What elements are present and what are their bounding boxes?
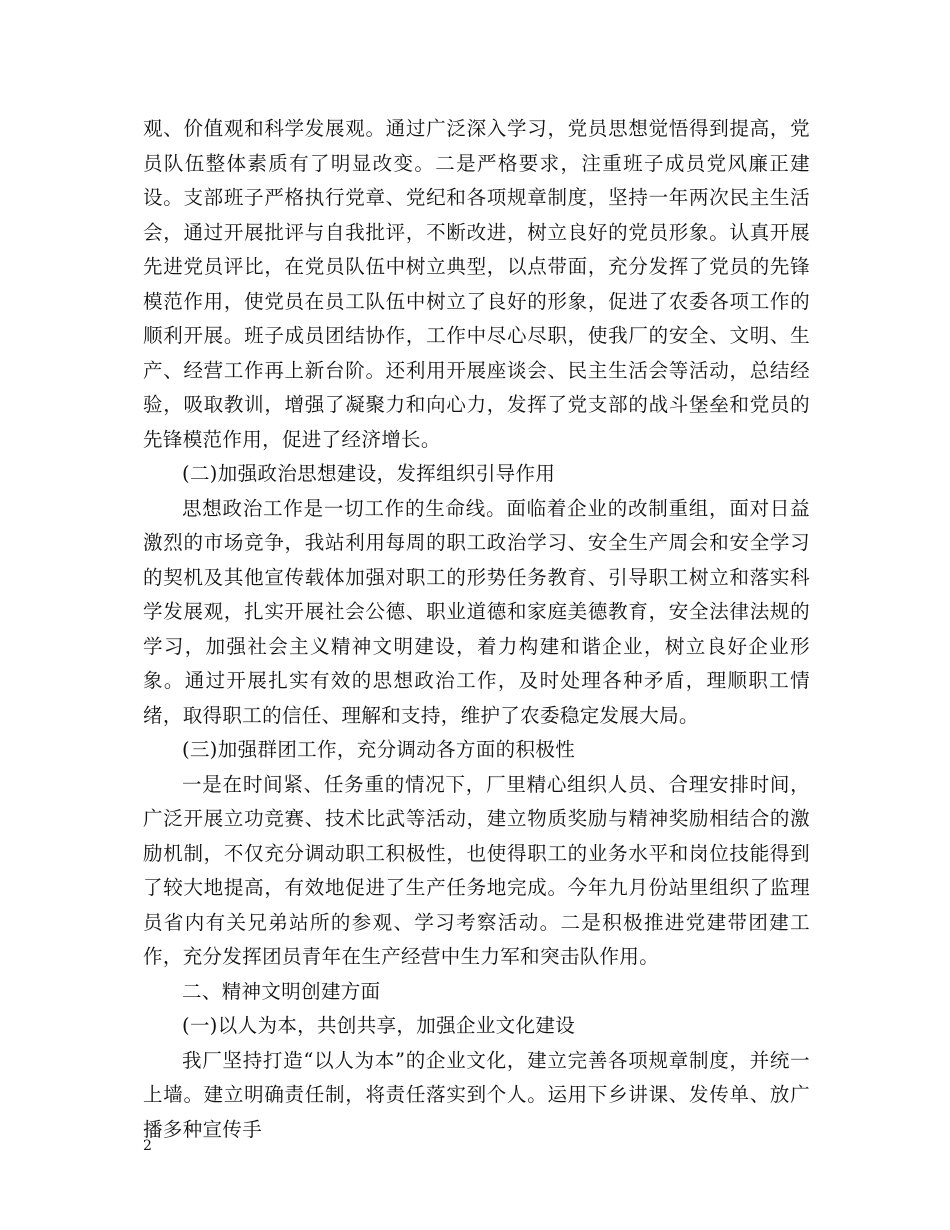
document-body: [143, 112, 810, 1147]
section-heading: (一)以人为本，共创共享，加强企业文化建设: [182, 1014, 576, 1037]
paragraph: 一是在时间紧、任务重的情况下，厂里精心组织人员、合理安排时间，广泛开展立功竞赛、技术比武等活动，建立物质奖励与精神奖励相结合的激励机制，不仅充分调动职工积极性，也使得职工的业务水平和岗位技能得到了较大地提高，有效地促进了生产任务地完成。今年九月份站里组织了监理员省内有关兄弟站所的参观、学习考察活动。二是积极推进党建带团建工作，充分发挥团员青年在生产经营中生力军和突击队作用。: [143, 772, 810, 968]
paragraph: 思想政治工作是一切工作的生命线。面临着企业的改制重组，面对日益激烈的市场竞争，我站利用每周的职工政治学习、安全生产周会和安全学习的契机及其他宣传载体加强对职工的形势任务教育、引导职工树立和落实科学发展观，扎实开展社会公德、职业道德和家庭美德教育，安全法律法规的学习，加强社会主义精神文明建设，着力构建和谐企业，树立良好企业形象。通过开展扎实有效的思想政治工作，及时处理各种矛盾，理顺职工情绪，取得职工的信任、理解和支持，维护了农委稳定发展大局。: [143, 496, 810, 727]
paragraph: 我厂坚持打造“以人为本”的企业文化，建立完善各项规章制度，并统一上墙。建立明确责任制，将责任落实到个人。运用下乡讲课、发传单、放广播多种宣传手: [143, 1048, 810, 1141]
paragraph: 观、价值观和科学发展观。通过广泛深入学习，党员思想觉悟得到提高，党员队伍整体素质有了明显改变。二是严格要求，注重班子成员党风廉正建设。支部班子严格执行党章、党纪和各项规章制度，坚持一年两次民主生活会，通过开展批评与自我批评，不断改进，树立良好的党员形象。认真开展先进党员评比，在党员队伍中树立典型，以点带面，充分发挥了党员的先锋模范作用，使党员在员工队伍中树立了良好的形象，促进了农委各项工作的顺利开展。班子成员团结协作，工作中尽心尽职，使我厂的安全、文明、生产、经营工作再上新台阶。还利用开展座谈会、民主生活会等活动，总结经验，吸取教训，增强了凝聚力和向心力，发挥了党支部的战斗堡垒和党员的先锋模范作用，促进了经济增长。: [143, 117, 810, 451]
section-heading: 二、精神文明创建方面: [182, 979, 381, 1003]
section-heading: (二)加强政治思想建设，发挥组织引导作用: [182, 462, 556, 485]
page-number: 2: [143, 1138, 152, 1154]
section-heading: (三)加强群团工作，充分调动各方面的积极性: [182, 738, 576, 761]
